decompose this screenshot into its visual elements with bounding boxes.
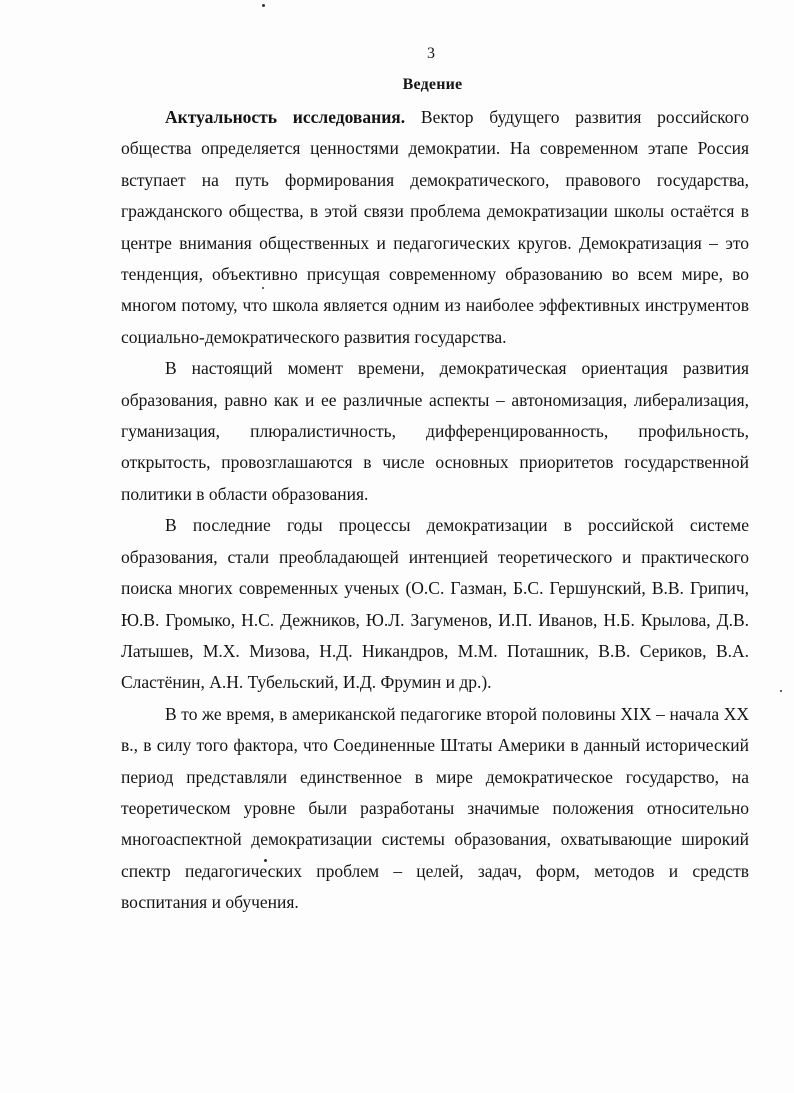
page-title: Ведение (402, 76, 463, 93)
body-text (121, 102, 749, 919)
paragraph-text: Вектор будущего развития российского общества определяется ценностями демократии. На современном этапе Россия вступает на путь формирования демократического, правового государства, гражданского общества, в этой связи проблема демократизации школы остаётся в центре внимания общественных и педагогических кругов. Демократизация – это тенденция, объективно присущая современному образованию во всем мире, во многом потому, что школа является одним из наиболее эффективных инструментов социально-демократического развития государства. (121, 107, 749, 347)
paragraph: В последние годы процессы демократизации в российской системе образования, стали преобладающей интенцией теоретического и практического поиска многих современных ученых (О.С. Газман, Б.С. Гершунский, В.В. Грипич, Ю.В. Громыко, Н.С. Дежников, Ю.Л. Загуменов, И.П. Иванов, Н.Б. Крылова, Д.В. Латышев, М.Х. Мизова, Н.Д. Никандров, М.М. Поташник, В.В. Сериков, В.А. Сластёнин, А.Н. Тубельский, И.Д. Фрумин и др.). (121, 515, 749, 693)
page-number: 3 (427, 45, 435, 62)
scan-speck (780, 690, 782, 692)
paragraph (121, 102, 749, 353)
paragraph: В настоящий момент времени, демократическая ориентация развития образования, равно как и ее различные аспекты – автономизация, либерализация, гуманизация, плюралистичность, дифференцированность, профильность, открытость, провозглашаются в числе основных приоритетов государственной политики в области образования. (121, 358, 749, 504)
paragraph-lead: Актуальность исследования. (165, 107, 406, 127)
paragraph: В то же время, в американской педагогике второй половины XIX – начала XX в., в силу того фактора, что Соединенные Штаты Америки в данный исторический период представляли единственное в мире демократическое государство, на теоретическом уровне были разработаны значимые положения относительно многоаспектной демократизации системы образования, охватывающие широкий спектр педагогических проблем – целей, задач, форм, методов и средств воспитания и обучения. (121, 703, 749, 913)
scan-speck (262, 4, 265, 7)
